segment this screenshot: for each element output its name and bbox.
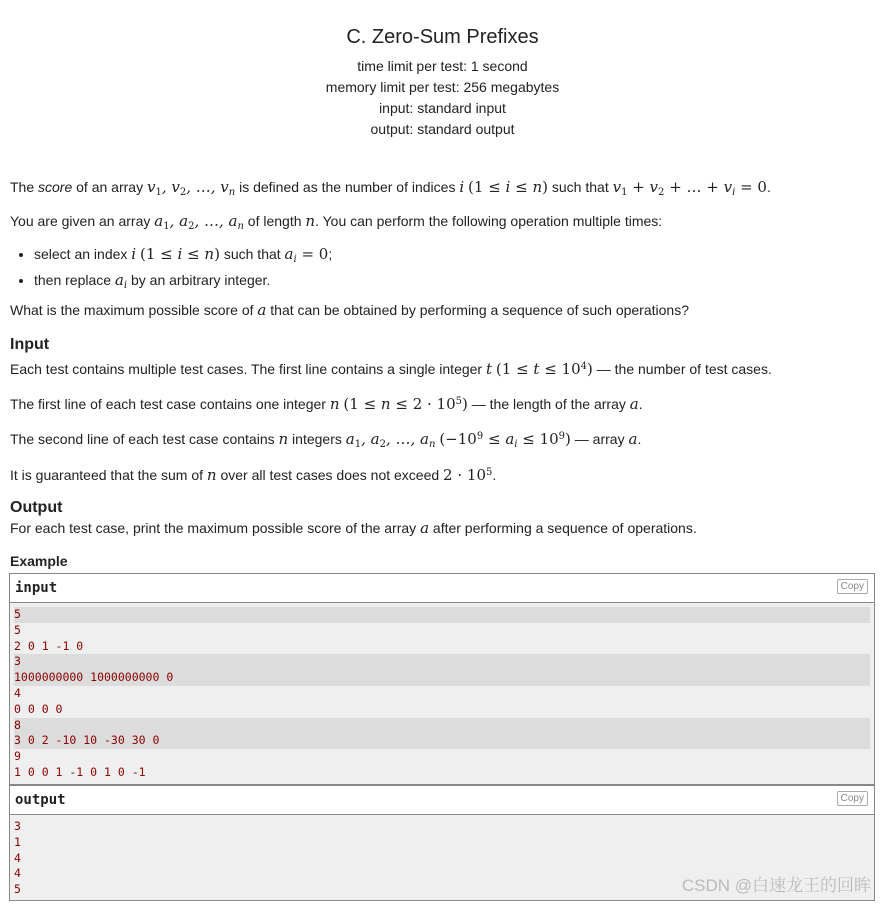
input-lines [10, 603, 874, 781]
watermark: CSDN @白速龙王的回眸 [681, 876, 871, 895]
list-item: 1 [14, 834, 21, 849]
memory-limit: memory limit per test: 256 megabytes [325, 79, 560, 95]
statement-paragraph-3: What is the maximum possible score of a that can be obtained by performing a sequence of such operations? [10, 301, 689, 319]
statement-paragraph-2: You are given an array $a_1$, $a_2$, …, $a_n$ of length n. You can perform the following operation multiple times: [10, 212, 663, 232]
list-item: 4 [14, 866, 21, 881]
list-item: 0 0 0 0 [14, 701, 63, 716]
input-line-2: The first line of each test case contains one integer n $(1 \le n \le 2 \cdot 10^5)$ — the length of the array a. [10, 395, 643, 413]
list-item: 9 [14, 749, 21, 764]
copy-output-button[interactable]: Copy [837, 791, 868, 806]
list-item: 3 [14, 819, 21, 833]
list-item: 5 [14, 882, 21, 897]
list-item: 3 [14, 654, 870, 670]
output-spec: output: standard output [370, 121, 515, 137]
output-box-header [10, 786, 874, 815]
list-item: 3 0 2 -10 10 -30 30 0 [14, 733, 870, 749]
input-line-4: It is guaranteed that the sum of n over all test cases does not exceed $2 \cdot 10^5$. [10, 466, 497, 484]
output-line-1: For each test case, print the maximum possible score of the array a after performing a sequence of operations. [10, 519, 697, 537]
list-item: 4 [14, 685, 21, 700]
list-item: • then replace $a_i$ by an arbitrary integer. [34, 270, 332, 296]
example-input-box [9, 573, 875, 785]
input-heading: Input [10, 336, 50, 353]
input-box-header [10, 574, 874, 603]
problem-title: C. Zero-Sum Prefixes [346, 26, 539, 48]
copy-input-button[interactable]: Copy [837, 579, 868, 594]
input-line-1: Each test contains multiple test cases. The first line contains a single integer t $(1 \le t \le 10^4)$ — the number of test cases. [10, 360, 772, 378]
list-item: • select an index i (1 ≤ i ≤ n) such that $a_i = 0$; [34, 244, 332, 270]
example-heading: Example [10, 553, 68, 569]
statement-paragraph-1: The score of an array $v_1$, $v_2$, …, $v_n$ is defined as the number of indices i (1 ≤ i ≤ n) such that $v_1 + v_2$ + … + $v_i = 0$. [10, 178, 771, 198]
input-label: input [15, 580, 58, 596]
output-heading: Output [10, 499, 63, 516]
list-item: 5 [14, 607, 870, 623]
list-item: 4 [14, 850, 21, 865]
list-item: 2 0 1 -1 0 [14, 638, 84, 653]
list-item: 1000000000 1000000000 0 [14, 670, 870, 686]
input-line-3: The second line of each test case contains n integers $a_1$, $a_2$, …, $a_n$ $(-10^9 \le a_i \le 10^9)$ — array a. [10, 430, 642, 450]
list-item: 1 0 0 1 -1 0 1 0 -1 [14, 764, 146, 779]
operation-list [10, 244, 332, 296]
list-item: 8 [14, 718, 870, 734]
time-limit: time limit per test: 1 second [357, 58, 528, 74]
output-label: output [15, 792, 66, 808]
list-item: 5 [14, 622, 21, 637]
problem-header [0, 24, 885, 140]
input-spec: input: standard input [379, 100, 506, 116]
